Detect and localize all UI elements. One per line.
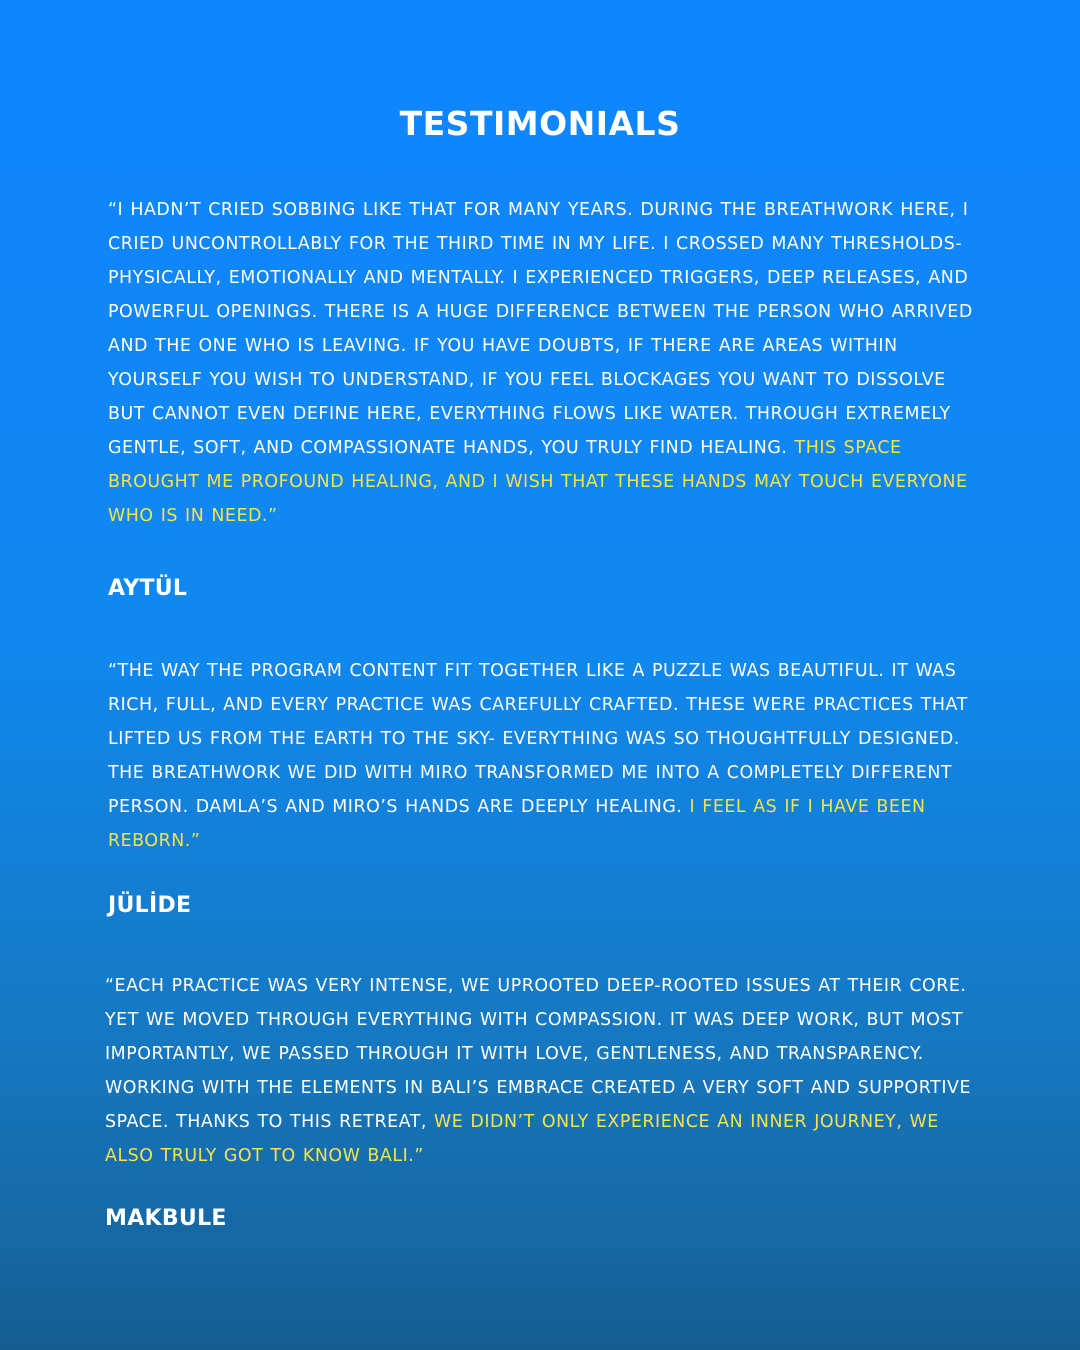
testimonial-1-highlight: THIS SPACE BROUGHT ME PROFOUND HEALING, AND I WISH THAT THESE HANDS MAY TOUCH EVERYONE WHO IS IN NEED.” <box>108 438 968 526</box>
testimonial-1-text: “I HADN’T CRIED SOBBING LIKE THAT FOR MANY YEARS. DURING THE BREATHWORK HERE, I CRIED UNCONTROLLABLY FOR THE THIRD TIME IN MY LIFE. I CROSSED MANY THRESHOLDS- PHYSICALLY, EMOTIONALLY AND MENTALLY. I EXPERIENCED TRIGGERS, DEEP RELEASES, AND POWERFUL OPENINGS. THERE IS A HUGE DIFFERENCE BETWEEN THE PERSON WHO ARRIVED AND THE ONE WHO IS LEAVING. IF YOU HAVE DOUBTS, IF THERE ARE AREAS WITHIN YOURSELF YOU WISH TO UNDERSTAND, IF YOU FEEL BLOCKAGES YOU WANT TO DISSOLVE BUT CANNOT EVEN DEFINE HERE, EVERYTHING FLOWS LIKE WATER. THROUGH EXTREMELY GENTLE, SOFT, AND COMPASSIONATE HANDS, YOU TRULY FIND HEALING. <box>108 200 973 458</box>
testimonial-2-highlight: I FEEL AS IF I HAVE BEEN REBORN.” <box>108 797 926 851</box>
page-title: TESTIMONIALS <box>399 104 681 143</box>
testimonial-3-author: MAKBULE <box>105 1206 227 1231</box>
testimonial-quote-3 <box>105 969 985 1173</box>
testimonial-quote-1 <box>108 193 988 533</box>
testimonial-3-highlight: WE DIDN’T ONLY EXPERIENCE AN INNER JOURNEY, WE ALSO TRULY GOT TO KNOW BALI.” <box>105 1112 939 1166</box>
testimonial-quote-2 <box>108 654 988 858</box>
testimonial-1-author: AYTÜL <box>108 576 188 601</box>
testimonial-2-text: “THE WAY THE PROGRAM CONTENT FIT TOGETHER LIKE A PUZZLE WAS BEAUTIFUL. IT WAS RICH, FULL, AND EVERY PRACTICE WAS CAREFULLY CRAFTED. THESE WERE PRACTICES THAT LIFTED US FROM THE EARTH TO THE SKY- EVERYTHING WAS SO THOUGHTFULLY DESIGNED. THE BREATHWORK WE DID WITH MIRO TRANSFORMED ME INTO A COMPLETELY DIFFERENT PERSON. DAMLA’S AND MIRO’S HANDS ARE DEEPLY HEALING. <box>108 661 968 817</box>
testimonial-3-text: “EACH PRACTICE WAS VERY INTENSE, WE UPROOTED DEEP-ROOTED ISSUES AT THEIR CORE. YET WE MOVED THROUGH EVERYTHING WITH COMPASSION. IT WAS DEEP WORK, BUT MOST IMPORTANTLY, WE PASSED THROUGH IT WITH LOVE, GENTLENESS, AND TRANSPARENCY. WORKING WITH THE ELEMENTS IN BALI’S EMBRACE CREATED A VERY SOFT AND SUPPORTIVE SPACE. THANKS TO THIS RETREAT, <box>105 976 971 1132</box>
testimonial-2-author: JÜLİDE <box>108 893 192 918</box>
